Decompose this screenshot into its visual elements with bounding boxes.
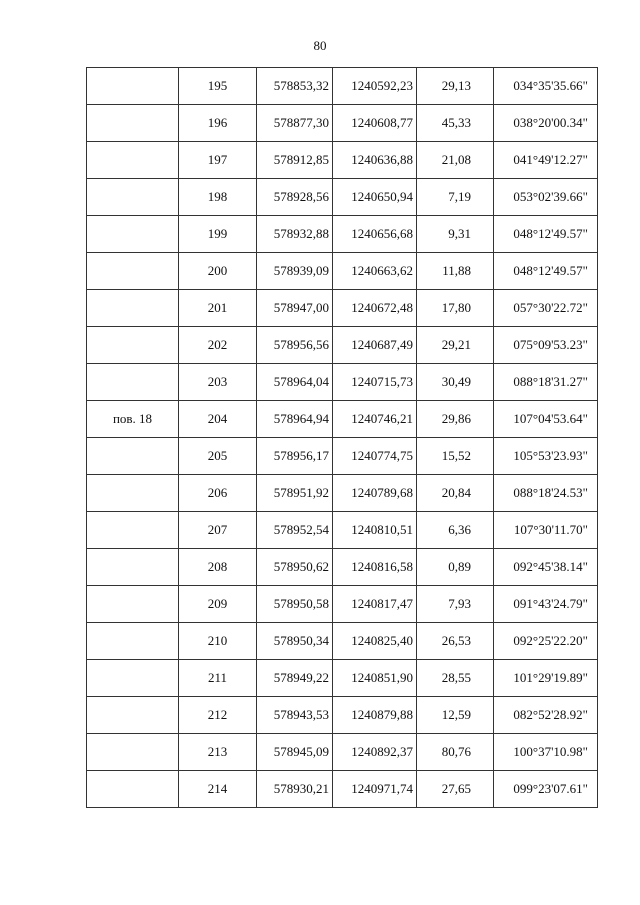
length-cell-text: 30,49 — [441, 374, 471, 389]
direction-angle-cell-text: 038°20'00.34" — [513, 115, 588, 130]
y-coordinate-cell-text: 1240608,77 — [351, 115, 413, 130]
table-row — [87, 697, 598, 734]
point-number-cell-text: 206 — [207, 485, 228, 500]
x-coordinate-cell — [257, 549, 333, 586]
direction-angle-cell-text: 088°18'31.27" — [513, 374, 588, 389]
table-row — [87, 660, 598, 697]
y-coordinate-cell — [333, 734, 417, 771]
note-cell — [87, 253, 179, 290]
x-coordinate-cell — [257, 105, 333, 142]
point-number-cell — [179, 660, 257, 697]
length-cell — [417, 438, 494, 475]
y-coordinate-cell — [333, 771, 417, 808]
note-cell-text — [87, 253, 178, 263]
length-cell — [417, 253, 494, 290]
point-number-cell-text: 201 — [207, 300, 228, 315]
note-cell-text — [87, 475, 178, 485]
direction-angle-cell — [494, 401, 598, 438]
length-cell — [417, 660, 494, 697]
x-coordinate-cell — [257, 697, 333, 734]
direction-angle-cell-text: 048°12'49.57" — [513, 226, 588, 241]
point-number-cell — [179, 771, 257, 808]
length-cell — [417, 68, 494, 105]
length-cell — [417, 697, 494, 734]
point-number-cell-text: 214 — [207, 781, 228, 796]
direction-angle-cell — [494, 549, 598, 586]
coordinates-table — [86, 67, 598, 808]
note-cell-text — [87, 660, 178, 670]
length-cell-text: 6,36 — [448, 522, 471, 537]
direction-angle-cell — [494, 438, 598, 475]
point-number-cell — [179, 290, 257, 327]
x-coordinate-cell — [257, 327, 333, 364]
direction-angle-cell — [494, 253, 598, 290]
y-coordinate-cell — [333, 105, 417, 142]
note-cell — [87, 660, 179, 697]
length-cell-text: 15,52 — [441, 448, 471, 463]
length-cell — [417, 290, 494, 327]
direction-angle-cell — [494, 697, 598, 734]
direction-angle-cell-text: 034°35'35.66" — [513, 78, 588, 93]
note-cell-text — [87, 179, 178, 189]
table-row — [87, 68, 598, 105]
point-number-cell — [179, 512, 257, 549]
table-row — [87, 105, 598, 142]
table-row — [87, 253, 598, 290]
point-number-cell-text: 208 — [207, 559, 228, 574]
length-cell-text: 29,86 — [441, 411, 471, 426]
y-coordinate-cell-text: 1240810,51 — [351, 522, 413, 537]
y-coordinate-cell — [333, 586, 417, 623]
point-number-cell — [179, 179, 257, 216]
length-cell-text: 11,88 — [442, 263, 471, 278]
point-number-cell — [179, 216, 257, 253]
x-coordinate-cell — [257, 290, 333, 327]
table-row — [87, 179, 598, 216]
y-coordinate-cell-text: 1240971,74 — [351, 781, 413, 796]
point-number-cell-text: 210 — [207, 633, 228, 648]
note-cell-text — [87, 549, 178, 559]
table-row — [87, 290, 598, 327]
x-coordinate-cell — [257, 586, 333, 623]
length-cell — [417, 364, 494, 401]
point-number-cell-text: 200 — [207, 263, 228, 278]
table-row — [87, 623, 598, 660]
y-coordinate-cell-text: 1240816,58 — [351, 559, 413, 574]
table-row — [87, 475, 598, 512]
length-cell — [417, 512, 494, 549]
note-cell-text — [87, 290, 178, 300]
y-coordinate-cell — [333, 68, 417, 105]
length-cell-text: 26,53 — [441, 633, 471, 648]
y-coordinate-cell-text: 1240672,48 — [351, 300, 413, 315]
direction-angle-cell-text: 107°04'53.64" — [513, 411, 588, 426]
x-coordinate-cell-text: 578952,54 — [273, 522, 329, 537]
note-cell-text — [87, 68, 178, 78]
x-coordinate-cell-text: 578949,22 — [273, 670, 329, 685]
note-cell-text — [87, 216, 178, 226]
length-cell — [417, 623, 494, 660]
x-coordinate-cell-text: 578956,56 — [273, 337, 329, 352]
y-coordinate-cell — [333, 253, 417, 290]
note-cell — [87, 438, 179, 475]
y-coordinate-cell-text: 1240746,21 — [351, 411, 413, 426]
x-coordinate-cell-text: 578853,32 — [273, 78, 329, 93]
length-cell — [417, 216, 494, 253]
y-coordinate-cell — [333, 697, 417, 734]
point-number-cell — [179, 697, 257, 734]
x-coordinate-cell — [257, 734, 333, 771]
note-cell-text — [87, 771, 178, 781]
point-number-cell-text: 198 — [207, 189, 228, 204]
x-coordinate-cell — [257, 401, 333, 438]
length-cell — [417, 179, 494, 216]
direction-angle-cell-text: 099°23'07.61" — [513, 781, 588, 796]
x-coordinate-cell-text: 578928,56 — [273, 189, 329, 204]
table-row — [87, 771, 598, 808]
direction-angle-cell-text: 048°12'49.57" — [513, 263, 588, 278]
table-row — [87, 512, 598, 549]
point-number-cell-text: 209 — [207, 596, 228, 611]
note-cell-text — [87, 697, 178, 707]
y-coordinate-cell-text: 1240879,88 — [351, 707, 413, 722]
direction-angle-cell-text: 092°25'22.20" — [513, 633, 588, 648]
y-coordinate-cell — [333, 364, 417, 401]
length-cell — [417, 142, 494, 179]
x-coordinate-cell — [257, 216, 333, 253]
point-number-cell-text: 204 — [207, 411, 228, 426]
y-coordinate-cell — [333, 401, 417, 438]
point-number-cell — [179, 586, 257, 623]
note-cell — [87, 105, 179, 142]
note-cell-text — [87, 142, 178, 152]
length-cell-text: 28,55 — [441, 670, 471, 685]
x-coordinate-cell-text: 578930,21 — [273, 781, 329, 796]
length-cell — [417, 549, 494, 586]
x-coordinate-cell-text: 578947,00 — [273, 300, 329, 315]
length-cell — [417, 327, 494, 364]
point-number-cell — [179, 401, 257, 438]
x-coordinate-cell — [257, 660, 333, 697]
direction-angle-cell — [494, 179, 598, 216]
x-coordinate-cell — [257, 438, 333, 475]
table-row — [87, 438, 598, 475]
x-coordinate-cell-text: 578877,30 — [273, 115, 329, 130]
point-number-cell-text: 211 — [207, 670, 228, 685]
y-coordinate-cell-text: 1240774,75 — [351, 448, 413, 463]
y-coordinate-cell-text: 1240892,37 — [351, 744, 413, 759]
length-cell-text: 9,31 — [448, 226, 471, 241]
table-row — [87, 216, 598, 253]
note-cell — [87, 364, 179, 401]
note-cell — [87, 586, 179, 623]
table-row — [87, 734, 598, 771]
direction-angle-cell — [494, 142, 598, 179]
y-coordinate-cell-text: 1240825,40 — [351, 633, 413, 648]
direction-angle-cell-text: 075°09'53.23" — [513, 337, 588, 352]
note-cell — [87, 623, 179, 660]
y-coordinate-cell-text: 1240817,47 — [351, 596, 413, 611]
length-cell-text: 80,76 — [441, 744, 471, 759]
y-coordinate-cell-text: 1240663,62 — [351, 263, 413, 278]
y-coordinate-cell-text: 1240650,94 — [351, 189, 413, 204]
note-cell — [87, 771, 179, 808]
x-coordinate-cell-text: 578951,92 — [273, 485, 329, 500]
y-coordinate-cell-text: 1240789,68 — [351, 485, 413, 500]
note-cell-text — [87, 327, 178, 337]
point-number-cell — [179, 623, 257, 660]
direction-angle-cell — [494, 512, 598, 549]
length-cell-text: 29,13 — [441, 78, 471, 93]
length-cell — [417, 771, 494, 808]
direction-angle-cell-text: 091°43'24.79" — [513, 596, 588, 611]
y-coordinate-cell — [333, 512, 417, 549]
x-coordinate-cell-text: 578939,09 — [273, 263, 329, 278]
point-number-cell-text: 197 — [207, 152, 228, 167]
x-coordinate-cell — [257, 475, 333, 512]
point-number-cell — [179, 105, 257, 142]
x-coordinate-cell — [257, 68, 333, 105]
note-cell-text — [87, 734, 178, 744]
point-number-cell — [179, 364, 257, 401]
direction-angle-cell — [494, 327, 598, 364]
point-number-cell — [179, 142, 257, 179]
direction-angle-cell-text: 088°18'24.53" — [513, 485, 588, 500]
direction-angle-cell — [494, 364, 598, 401]
x-coordinate-cell-text: 578950,62 — [273, 559, 329, 574]
length-cell-text: 7,93 — [448, 596, 471, 611]
note-cell-text — [87, 364, 178, 374]
direction-angle-cell-text: 100°37'10.98" — [513, 744, 588, 759]
x-coordinate-cell — [257, 364, 333, 401]
table-row — [87, 364, 598, 401]
direction-angle-cell-text: 041°49'12.27" — [513, 152, 588, 167]
x-coordinate-cell-text: 578912,85 — [273, 152, 329, 167]
length-cell-text: 17,80 — [441, 300, 471, 315]
point-number-cell-text: 205 — [207, 448, 228, 463]
x-coordinate-cell — [257, 623, 333, 660]
direction-angle-cell — [494, 216, 598, 253]
direction-angle-cell — [494, 68, 598, 105]
note-cell-text — [87, 105, 178, 115]
point-number-cell — [179, 734, 257, 771]
page-number: 80 — [313, 38, 327, 53]
x-coordinate-cell-text: 578956,17 — [273, 448, 329, 463]
length-cell-text: 12,59 — [441, 707, 471, 722]
y-coordinate-cell — [333, 475, 417, 512]
x-coordinate-cell-text: 578932,88 — [273, 226, 329, 241]
table-row — [87, 327, 598, 364]
direction-angle-cell-text: 105°53'23.93" — [513, 448, 588, 463]
direction-angle-cell-text: 082°52'28.92" — [513, 707, 588, 722]
x-coordinate-cell — [257, 142, 333, 179]
y-coordinate-cell — [333, 549, 417, 586]
note-cell — [87, 401, 179, 438]
point-number-cell-text: 207 — [207, 522, 228, 537]
table-row — [87, 549, 598, 586]
x-coordinate-cell-text: 578964,94 — [273, 411, 329, 426]
direction-angle-cell-text: 107°30'11.70" — [513, 522, 588, 537]
note-cell-text: пов. 18 — [112, 411, 153, 426]
direction-angle-cell-text: 092°45'38.14" — [513, 559, 588, 574]
point-number-cell — [179, 327, 257, 364]
note-cell-text — [87, 438, 178, 448]
y-coordinate-cell — [333, 290, 417, 327]
x-coordinate-cell-text: 578964,04 — [273, 374, 329, 389]
point-number-cell-text: 202 — [207, 337, 228, 352]
note-cell — [87, 327, 179, 364]
note-cell — [87, 475, 179, 512]
note-cell — [87, 549, 179, 586]
note-cell — [87, 697, 179, 734]
length-cell — [417, 475, 494, 512]
direction-angle-cell — [494, 734, 598, 771]
note-cell — [87, 290, 179, 327]
y-coordinate-cell — [333, 216, 417, 253]
direction-angle-cell-text: 057°30'22.72" — [513, 300, 588, 315]
point-number-cell-text: 199 — [207, 226, 228, 241]
y-coordinate-cell-text: 1240851,90 — [351, 670, 413, 685]
direction-angle-cell — [494, 660, 598, 697]
x-coordinate-cell — [257, 771, 333, 808]
direction-angle-cell — [494, 290, 598, 327]
y-coordinate-cell-text: 1240592,23 — [351, 78, 413, 93]
length-cell-text: 21,08 — [441, 152, 471, 167]
length-cell-text: 20,84 — [441, 485, 471, 500]
table-body — [87, 68, 598, 808]
y-coordinate-cell — [333, 327, 417, 364]
note-cell-text — [87, 586, 178, 596]
length-cell-text: 7,19 — [448, 189, 471, 204]
point-number-cell-text: 203 — [207, 374, 228, 389]
direction-angle-cell — [494, 586, 598, 623]
length-cell — [417, 586, 494, 623]
note-cell — [87, 734, 179, 771]
point-number-cell — [179, 438, 257, 475]
y-coordinate-cell-text: 1240687,49 — [351, 337, 413, 352]
point-number-cell — [179, 475, 257, 512]
x-coordinate-cell-text: 578945,09 — [273, 744, 329, 759]
y-coordinate-cell — [333, 179, 417, 216]
length-cell-text: 0,89 — [448, 559, 471, 574]
point-number-cell — [179, 68, 257, 105]
y-coordinate-cell-text: 1240715,73 — [351, 374, 413, 389]
y-coordinate-cell-text: 1240636,88 — [351, 152, 413, 167]
point-number-cell-text: 195 — [207, 78, 228, 93]
length-cell-text: 27,65 — [441, 781, 471, 796]
note-cell — [87, 68, 179, 105]
y-coordinate-cell — [333, 623, 417, 660]
table-row — [87, 401, 598, 438]
point-number-cell-text: 213 — [207, 744, 228, 759]
direction-angle-cell — [494, 623, 598, 660]
x-coordinate-cell — [257, 512, 333, 549]
point-number-cell-text: 196 — [207, 115, 228, 130]
x-coordinate-cell — [257, 179, 333, 216]
direction-angle-cell-text: 053°02'39.66" — [513, 189, 588, 204]
note-cell — [87, 216, 179, 253]
y-coordinate-cell — [333, 438, 417, 475]
x-coordinate-cell-text: 578950,34 — [273, 633, 329, 648]
y-coordinate-cell — [333, 660, 417, 697]
length-cell-text: 45,33 — [441, 115, 471, 130]
length-cell-text: 29,21 — [441, 337, 471, 352]
y-coordinate-cell-text: 1240656,68 — [351, 226, 413, 241]
length-cell — [417, 105, 494, 142]
point-number-cell — [179, 253, 257, 290]
note-cell — [87, 512, 179, 549]
note-cell — [87, 179, 179, 216]
note-cell-text — [87, 512, 178, 522]
direction-angle-cell — [494, 771, 598, 808]
x-coordinate-cell — [257, 253, 333, 290]
y-coordinate-cell — [333, 142, 417, 179]
note-cell — [87, 142, 179, 179]
x-coordinate-cell-text: 578943,53 — [273, 707, 329, 722]
direction-angle-cell — [494, 105, 598, 142]
table-row — [87, 142, 598, 179]
point-number-cell-text: 212 — [207, 707, 228, 722]
point-number-cell — [179, 549, 257, 586]
x-coordinate-cell-text: 578950,58 — [273, 596, 329, 611]
direction-angle-cell — [494, 475, 598, 512]
note-cell-text — [87, 623, 178, 633]
table-row — [87, 586, 598, 623]
direction-angle-cell-text: 101°29'19.89" — [513, 670, 588, 685]
length-cell — [417, 401, 494, 438]
length-cell — [417, 734, 494, 771]
